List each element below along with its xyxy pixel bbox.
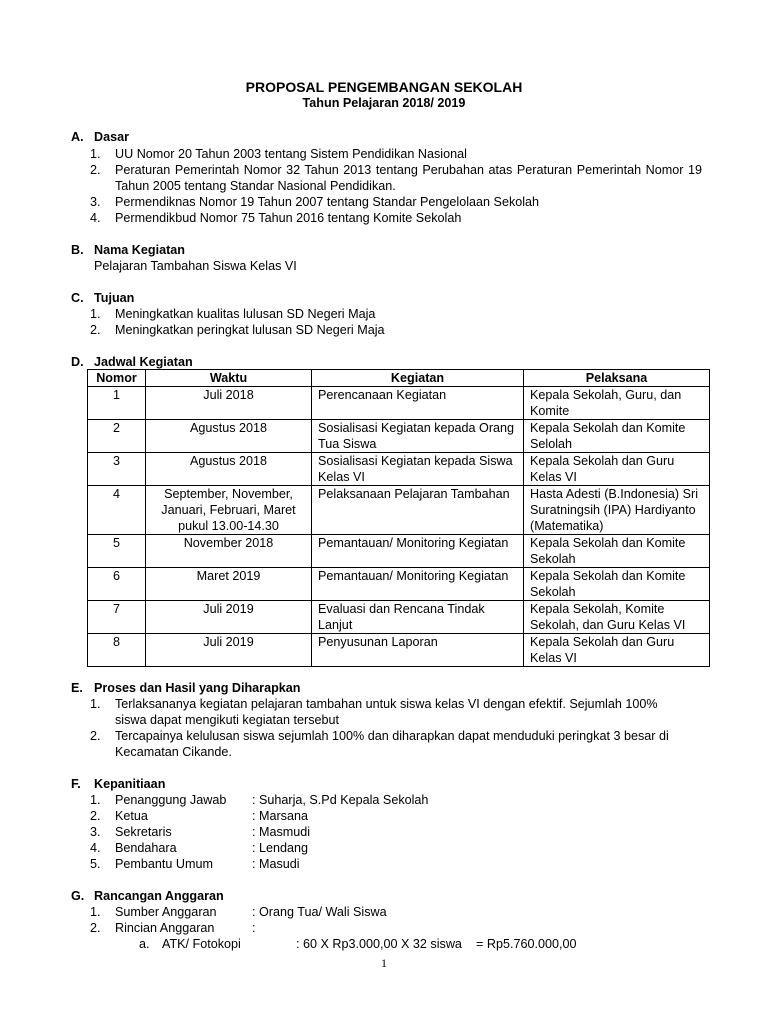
- section-letter: A.: [71, 130, 84, 144]
- list-item: [90, 306, 702, 322]
- cell-pelaksana: Kepala Sekolah dan Guru Kelas VI: [524, 453, 710, 486]
- table-row: [88, 535, 710, 568]
- cell-kegiatan: Penyusunan Laporan: [312, 634, 524, 667]
- cell-nomor: 3: [88, 453, 146, 486]
- cell-kegiatan: Sosialisasi Kegiatan kepada Siswa Kelas VI: [312, 453, 524, 486]
- cell-pelaksana: Kepala Sekolah dan Guru Kelas VI: [524, 634, 710, 667]
- table-row: [88, 387, 710, 420]
- cell-nomor: 5: [88, 535, 146, 568]
- cell-kegiatan: Evaluasi dan Rencana Tindak Lanjut: [312, 601, 524, 634]
- item-number: 4.: [90, 211, 101, 225]
- item-number: 1.: [90, 147, 101, 161]
- cell-waktu: Agustus 2018: [146, 420, 312, 453]
- item-text: Permendiknas Nomor 19 Tahun 2007 tentang Standar Pengelolaan Sekolah: [115, 195, 540, 209]
- section-letter: D.: [71, 355, 84, 369]
- cell-kegiatan: Pemantauan/ Monitoring Kegiatan: [312, 535, 524, 568]
- section-b-heading: [71, 242, 185, 258]
- item-number: 1.: [90, 697, 101, 711]
- section-d-heading: [71, 354, 193, 370]
- role-label: Pembantu Umum: [115, 857, 213, 871]
- table-row: [88, 486, 710, 535]
- page-number: 1: [381, 956, 387, 970]
- role-label: Penanggung Jawab: [115, 793, 227, 807]
- column-header-nomor: Nomor: [88, 370, 146, 387]
- role-value: : Suharja, S.Pd Kepala Sekolah: [252, 793, 429, 807]
- cell-nomor: 2: [88, 420, 146, 453]
- cell-pelaksana: Hasta Adesti (B.Indonesia) Sri Suratningsih (IPA) Hardiyanto (Matematika): [524, 486, 710, 535]
- cell-waktu: Juli 2019: [146, 634, 312, 667]
- role-value: : Masmudi: [252, 825, 311, 839]
- item-text: Peraturan Pemerintah Nomor 32 Tahun 2013 tentang Perubahan atas Peraturan Pemerintah Nomor 19 Tahun 2005 tentang Standar Nasional Pendidikan.: [115, 163, 702, 193]
- sub-item-label: a.: [139, 937, 150, 951]
- role-label: Ketua: [115, 809, 148, 823]
- list-item: [90, 728, 680, 760]
- cell-waktu: Maret 2019: [146, 568, 312, 601]
- list-item: [90, 322, 702, 338]
- section-title: Kepanitiaan: [94, 777, 166, 791]
- sub-item-calculation: : 60 X Rp3.000,00 X 32 siswa: [296, 937, 462, 951]
- cell-kegiatan: Sosialisasi Kegiatan kepada Orang Tua Siswa: [312, 420, 524, 453]
- cell-pelaksana: Kepala Sekolah, Komite Sekolah, dan Guru Kelas VI: [524, 601, 710, 634]
- section-title: Jadwal Kegiatan: [94, 355, 193, 369]
- sub-item-name: ATK/ Fotokopi: [162, 937, 241, 951]
- list-item: [90, 210, 702, 226]
- sub-item-total: = Rp5.760.000,00: [476, 937, 577, 951]
- cell-nomor: 1: [88, 387, 146, 420]
- budget-label: Rincian Anggaran: [115, 921, 215, 935]
- section-title: Proses dan Hasil yang Diharapkan: [94, 681, 301, 695]
- cell-waktu: November 2018: [146, 535, 312, 568]
- cell-kegiatan: Pelaksanaan Pelajaran Tambahan: [312, 486, 524, 535]
- cell-kegiatan: Pemantauan/ Monitoring Kegiatan: [312, 568, 524, 601]
- cell-nomor: 8: [88, 634, 146, 667]
- column-header-kegiatan: Kegiatan: [312, 370, 524, 387]
- item-number: 1.: [90, 793, 101, 807]
- cell-waktu: Juli 2019: [146, 601, 312, 634]
- item-number: 2.: [90, 163, 101, 177]
- section-letter: F.: [71, 777, 81, 791]
- item-number: 4.: [90, 841, 101, 855]
- section-title: Tujuan: [94, 291, 135, 305]
- section-letter: B.: [71, 243, 84, 257]
- item-number: 1.: [90, 307, 101, 321]
- section-letter: E.: [71, 681, 83, 695]
- cell-pelaksana: Kepala Sekolah, Guru, dan Komite: [524, 387, 710, 420]
- document-title: PROPOSAL PENGEMBANGAN SEKOLAH: [245, 79, 523, 95]
- budget-detail-row: [139, 936, 599, 952]
- section-g-heading: [71, 888, 224, 904]
- list-item: [90, 194, 702, 210]
- cell-waktu: Juli 2018: [146, 387, 312, 420]
- role-value: : Marsana: [252, 809, 308, 823]
- section-letter: C.: [71, 291, 84, 305]
- cell-nomor: 6: [88, 568, 146, 601]
- cell-pelaksana: Kepala Sekolah dan Komite Selolah: [524, 420, 710, 453]
- table-row: [88, 453, 710, 486]
- item-number: 2.: [90, 809, 101, 823]
- item-number: 1.: [90, 905, 101, 919]
- item-number: 5.: [90, 857, 101, 871]
- cell-kegiatan: Perencanaan Kegiatan: [312, 387, 524, 420]
- item-number: 2.: [90, 323, 101, 337]
- list-item: [90, 146, 702, 162]
- budget-value: :: [252, 921, 256, 935]
- item-text: Permendikbud Nomor 75 Tahun 2016 tentang Komite Sekolah: [115, 211, 462, 225]
- list-item: [90, 162, 702, 194]
- table-row: [88, 568, 710, 601]
- budget-value: : Orang Tua/ Wali Siswa: [252, 905, 387, 919]
- table-row: [88, 634, 710, 667]
- section-title: Nama Kegiatan: [94, 243, 185, 257]
- document-subtitle: Tahun Pelajaran 2018/ 2019: [302, 96, 466, 110]
- cell-pelaksana: Kepala Sekolah dan Komite Sekolah: [524, 568, 710, 601]
- cell-pelaksana: Kepala Sekolah dan Komite Sekolah: [524, 535, 710, 568]
- column-header-pelaksana: Pelaksana: [524, 370, 710, 387]
- role-label: Sekretaris: [115, 825, 172, 839]
- activity-name: Pelajaran Tambahan Siswa Kelas VI: [94, 259, 297, 273]
- section-f-heading: [71, 776, 165, 792]
- section-e-heading: [71, 680, 300, 696]
- section-letter: G.: [71, 889, 85, 903]
- item-number: 2.: [90, 921, 101, 935]
- section-c-heading: [71, 290, 134, 306]
- item-text: Meningkatkan kualitas lulusan SD Negeri Maja: [115, 307, 376, 321]
- column-header-waktu: Waktu: [146, 370, 312, 387]
- item-text: Meningkatkan peringkat lulusan SD Negeri Maja: [115, 323, 385, 337]
- section-title: Rancangan Anggaran: [94, 889, 224, 903]
- item-number: 3.: [90, 825, 101, 839]
- table-row: [88, 420, 710, 453]
- cell-nomor: 4: [88, 486, 146, 535]
- item-number: 3.: [90, 195, 101, 209]
- table-row: [88, 601, 710, 634]
- item-number: 2.: [90, 729, 101, 743]
- role-value: : Lendang: [252, 841, 309, 855]
- section-a-heading: [71, 129, 129, 145]
- budget-label: Sumber Anggaran: [115, 905, 217, 919]
- role-label: Bendahara: [115, 841, 177, 855]
- table-header-row: [88, 370, 710, 387]
- item-text: Tercapainya kelulusan siswa sejumlah 100% dan diharapkan dapat menduduki peringkat 3 besar di Kecamatan Cikande.: [115, 729, 669, 759]
- schedule-table: [87, 369, 710, 667]
- cell-nomor: 7: [88, 601, 146, 634]
- cell-waktu: Agustus 2018: [146, 453, 312, 486]
- role-value: : Masudi: [252, 857, 300, 871]
- item-text: Terlaksananya kegiatan pelajaran tambahan untuk siswa kelas VI dengan efektif. Sejumlah 100% siswa dapat mengikuti kegiatan tersebut: [115, 697, 658, 727]
- item-text: UU Nomor 20 Tahun 2003 tentang Sistem Pendidikan Nasional: [115, 147, 467, 161]
- section-title: Dasar: [94, 130, 130, 144]
- list-item: [90, 696, 680, 728]
- cell-waktu: September, November, Januari, Februari, Maret pukul 13.00-14.30: [146, 486, 312, 535]
